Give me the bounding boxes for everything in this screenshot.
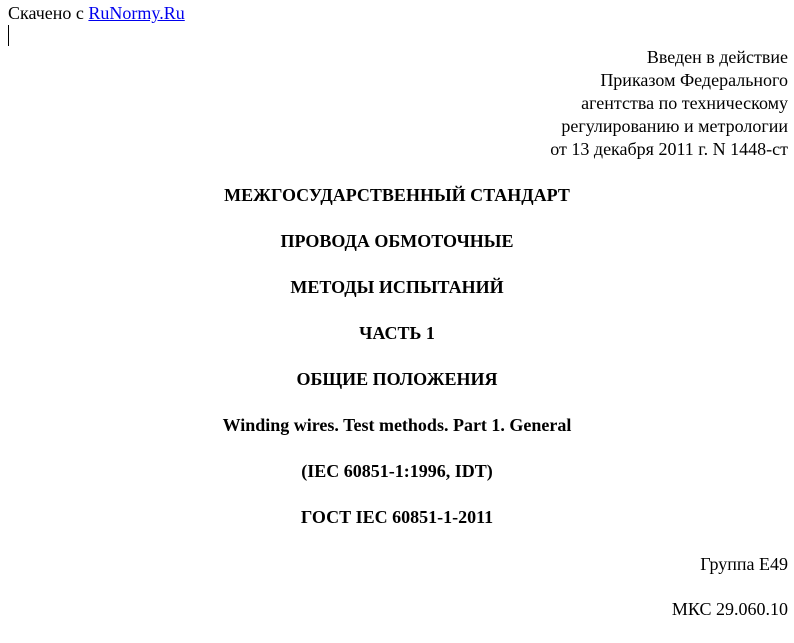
source-link[interactable]: RuNormy.Ru — [88, 3, 185, 23]
standard-type-heading: МЕЖГОСУДАРСТВЕННЫЙ СТАНДАРТ — [224, 185, 570, 205]
part-number: ЧАСТЬ 1 — [359, 323, 435, 343]
iec-reference: (IEC 60851-1:1996, IDT) — [301, 461, 493, 481]
source-line — [8, 2, 185, 24]
enactment-line: от 13 декабря 2011 г. N 1448-ст — [550, 139, 788, 159]
text-cursor — [8, 25, 9, 46]
enactment-block — [550, 46, 788, 161]
english-title: Winding wires. Test methods. Part 1. General — [222, 415, 572, 435]
document-title: ПРОВОДА ОБМОТОЧНЫЕ — [280, 231, 514, 251]
enactment-line: Введен в действие — [646, 47, 788, 67]
enactment-line: регулированию и метрологии — [561, 116, 788, 136]
source-prefix: Скачено с — [8, 3, 89, 23]
enactment-line: агентства по техническому — [581, 93, 788, 113]
group-code: Группа Е49 — [700, 554, 788, 574]
part-title: ОБЩИЕ ПОЛОЖЕНИЯ — [296, 369, 498, 389]
document-subtitle: МЕТОДЫ ИСПЫТАНИЙ — [290, 277, 504, 297]
enactment-line: Приказом Федерального — [600, 70, 788, 90]
gost-number: ГОСТ IEC 60851-1-2011 — [300, 507, 494, 527]
mks-code: МКС 29.060.10 — [671, 599, 788, 619]
